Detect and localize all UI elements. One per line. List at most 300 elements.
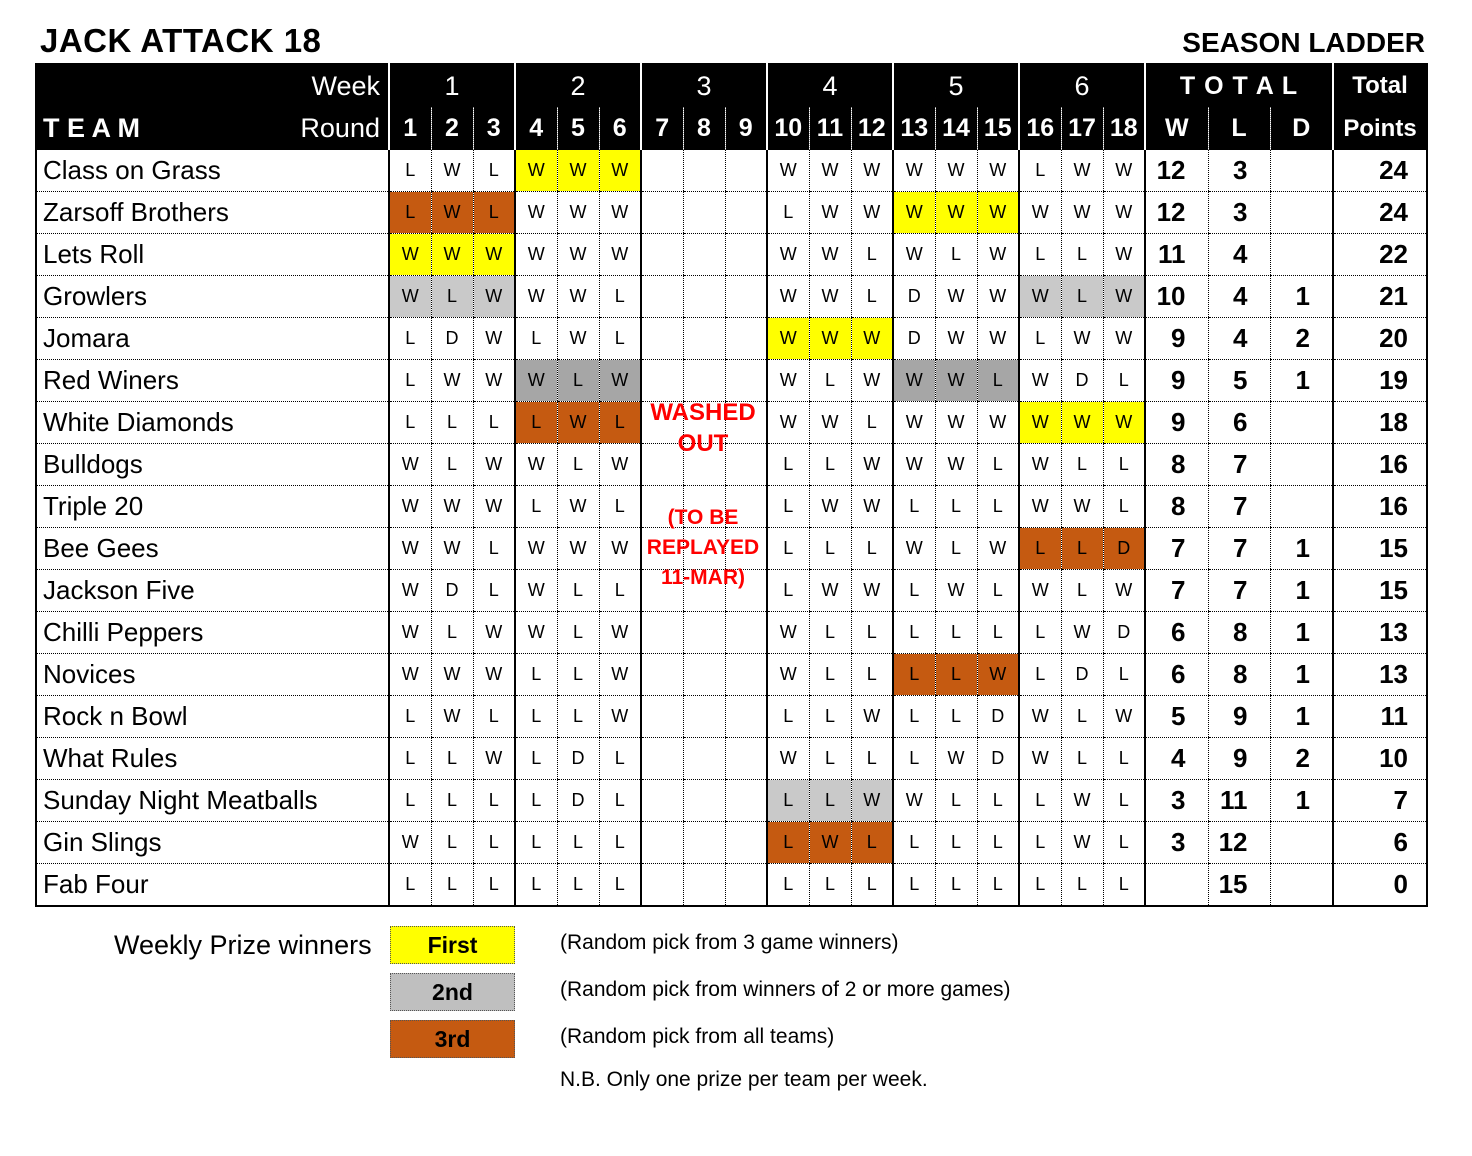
total-losses: 5 (1208, 360, 1270, 402)
total-wins: 3 (1145, 780, 1208, 822)
total-wins: 6 (1145, 654, 1208, 696)
total-points: 15 (1333, 570, 1427, 612)
result-cell: L (515, 318, 557, 360)
round-2-header: 2 (431, 107, 473, 150)
legend-note: N.B. Only one prize per team per week. (560, 1068, 928, 1091)
result-cell (725, 654, 767, 696)
result-cell (725, 612, 767, 654)
result-cell-third: L (1061, 528, 1103, 570)
round-18-header: 18 (1103, 107, 1145, 150)
result-cell: L (977, 864, 1019, 907)
team-name: Bulldogs (36, 444, 389, 486)
result-cell: L (977, 486, 1019, 528)
result-cell: L (893, 738, 935, 780)
result-cell (725, 696, 767, 738)
result-cell: L (599, 570, 641, 612)
result-cell: W (1019, 360, 1061, 402)
result-cell (683, 360, 725, 402)
result-cell: L (515, 738, 557, 780)
result-cell: D (557, 780, 599, 822)
team-row (36, 318, 1427, 360)
round-9-header: 9 (725, 107, 767, 150)
result-cell: W (599, 444, 641, 486)
result-cell: W (557, 486, 599, 528)
result-cell: L (515, 822, 557, 864)
result-cell (725, 738, 767, 780)
team-row (36, 276, 1427, 318)
result-cell: W (935, 738, 977, 780)
result-cell (641, 612, 683, 654)
result-cell: W (1103, 570, 1145, 612)
legend-third-label: 3rd (434, 1025, 471, 1052)
total-draws: 2 (1270, 318, 1333, 360)
result-cell: W (473, 360, 515, 402)
result-cell: L (767, 696, 809, 738)
result-cell: W (1019, 738, 1061, 780)
legend-third-box (390, 1020, 515, 1058)
result-cell: L (557, 570, 599, 612)
round-10-header: 10 (767, 107, 809, 150)
result-cell-first: W (1061, 402, 1103, 444)
result-cell (725, 318, 767, 360)
result-cell: L (977, 612, 1019, 654)
result-cell: D (557, 738, 599, 780)
total-losses: 4 (1208, 318, 1270, 360)
result-cell-second: L (767, 780, 809, 822)
result-cell: W (767, 612, 809, 654)
result-cell: W (473, 486, 515, 528)
result-cell (641, 822, 683, 864)
result-cell (641, 318, 683, 360)
result-cell: L (431, 402, 473, 444)
total-header: T O T A L (1145, 64, 1333, 107)
result-cell-third: L (851, 822, 893, 864)
result-cell: W (1019, 696, 1061, 738)
total-wins: 9 (1145, 402, 1208, 444)
result-cell: L (557, 864, 599, 907)
result-cell: W (1103, 318, 1145, 360)
total-draws (1270, 486, 1333, 528)
result-cell: L (1019, 780, 1061, 822)
result-cell: L (473, 570, 515, 612)
result-cell: W (515, 570, 557, 612)
result-cell: L (767, 864, 809, 907)
total-draws: 2 (1270, 738, 1333, 780)
result-cell: W (767, 360, 809, 402)
round-14-header: 14 (935, 107, 977, 150)
result-cell: W (1019, 192, 1061, 234)
result-cell: W (977, 276, 1019, 318)
result-cell: L (389, 738, 431, 780)
result-cell: W (767, 150, 809, 192)
result-cell: W (473, 318, 515, 360)
total-points: 7 (1333, 780, 1427, 822)
legend-first-box (390, 926, 515, 964)
team-row (36, 360, 1427, 402)
result-cell: L (389, 360, 431, 402)
result-cell: W (767, 234, 809, 276)
result-cell: W (431, 654, 473, 696)
result-cell (683, 612, 725, 654)
total-losses: 8 (1208, 612, 1270, 654)
result-cell: W (851, 570, 893, 612)
result-cell: D (431, 318, 473, 360)
result-cell: L (1019, 654, 1061, 696)
team-name: Lets Roll (36, 234, 389, 276)
team-row (36, 822, 1427, 864)
washed-out-line1: WASHED (650, 399, 756, 426)
result-cell-second_dark: L (557, 360, 599, 402)
result-cell: L (893, 864, 935, 907)
result-cell: W (977, 318, 1019, 360)
team-row (36, 780, 1427, 822)
week-3-header: 3 (641, 64, 767, 107)
result-cell: L (599, 864, 641, 907)
result-cell-second: W (473, 276, 515, 318)
team-name: Sunday Night Meatballs (36, 780, 389, 822)
result-cell: L (809, 696, 851, 738)
result-cell: L (389, 864, 431, 907)
result-cell-third: W (431, 192, 473, 234)
result-cell: L (809, 612, 851, 654)
result-cell: W (557, 528, 599, 570)
season-ladder-heading: SEASON LADDER (1182, 27, 1425, 58)
week-5-header: 5 (893, 64, 1019, 107)
result-cell: W (389, 528, 431, 570)
result-cell-first: W (1103, 402, 1145, 444)
result-cell (641, 150, 683, 192)
round-6-header: 6 (599, 107, 641, 150)
result-cell: L (851, 864, 893, 907)
result-cell (683, 276, 725, 318)
result-cell: W (893, 780, 935, 822)
result-cell: W (809, 192, 851, 234)
total-losses: 12 (1208, 822, 1270, 864)
total-losses: 6 (1208, 402, 1270, 444)
result-cell: W (473, 654, 515, 696)
result-cell: L (431, 738, 473, 780)
result-cell: L (767, 528, 809, 570)
result-cell: L (851, 654, 893, 696)
total-draws: 1 (1270, 570, 1333, 612)
result-cell: W (809, 150, 851, 192)
team-name: Novices (36, 654, 389, 696)
total-draws (1270, 864, 1333, 907)
team-name: Triple 20 (36, 486, 389, 528)
result-cell-second_dark: W (893, 360, 935, 402)
result-cell: W (935, 444, 977, 486)
result-cell: L (851, 612, 893, 654)
result-cell: L (977, 444, 1019, 486)
team-name: Bee Gees (36, 528, 389, 570)
total-points: 13 (1333, 612, 1427, 654)
result-cell: L (935, 696, 977, 738)
result-cell: L (893, 612, 935, 654)
result-cell: L (1103, 864, 1145, 907)
result-cell: W (893, 444, 935, 486)
team-name: Class on Grass (36, 150, 389, 192)
result-cell: L (893, 822, 935, 864)
team-name: Chilli Peppers (36, 612, 389, 654)
week-2-header: 2 (515, 64, 641, 107)
result-cell: W (809, 402, 851, 444)
round-12-header: 12 (851, 107, 893, 150)
total-draws: 1 (1270, 528, 1333, 570)
result-cell: W (599, 192, 641, 234)
legend-second-desc: (Random pick from winners of 2 or more games) (560, 978, 1011, 1001)
result-cell: D (977, 696, 1019, 738)
result-cell: W (557, 276, 599, 318)
result-cell-first: W (809, 318, 851, 360)
result-cell-third: L (1019, 528, 1061, 570)
result-cell: D (1061, 654, 1103, 696)
result-cell-third: L (893, 654, 935, 696)
result-cell: W (977, 402, 1019, 444)
result-cell: L (515, 486, 557, 528)
result-cell: W (767, 402, 809, 444)
total-points: 20 (1333, 318, 1427, 360)
result-cell: L (851, 528, 893, 570)
result-cell: L (809, 360, 851, 402)
result-cell: W (557, 234, 599, 276)
result-cell: W (599, 528, 641, 570)
result-cell: L (893, 696, 935, 738)
total-losses: 3 (1208, 192, 1270, 234)
page-title: JACK ATTACK 18 (40, 22, 322, 59)
result-cell (641, 654, 683, 696)
result-cell: W (1019, 570, 1061, 612)
result-cell: L (935, 822, 977, 864)
result-cell: L (1103, 738, 1145, 780)
result-cell (683, 318, 725, 360)
result-cell: L (935, 234, 977, 276)
result-cell: L (557, 612, 599, 654)
team-name: White Diamonds (36, 402, 389, 444)
result-cell: W (1103, 234, 1145, 276)
total-points: 0 (1333, 864, 1427, 907)
total-draws: 1 (1270, 654, 1333, 696)
result-cell: D (893, 318, 935, 360)
result-cell (725, 780, 767, 822)
result-cell: W (809, 486, 851, 528)
result-cell: L (473, 150, 515, 192)
round-8-header: 8 (683, 107, 725, 150)
result-cell: L (431, 780, 473, 822)
total-losses: 9 (1208, 738, 1270, 780)
result-cell: L (473, 864, 515, 907)
result-cell: L (809, 444, 851, 486)
result-cell-first: W (389, 234, 431, 276)
result-cell: W (893, 150, 935, 192)
result-cell: L (1061, 234, 1103, 276)
total-wins: 9 (1145, 360, 1208, 402)
result-cell: L (809, 528, 851, 570)
result-cell: W (1019, 444, 1061, 486)
result-cell-second_dark: L (977, 360, 1019, 402)
result-cell-first: W (977, 192, 1019, 234)
result-cell: D (1061, 360, 1103, 402)
result-cell-second: L (431, 276, 473, 318)
result-cell-second: W (1103, 276, 1145, 318)
result-cell-first: W (935, 192, 977, 234)
team-row (36, 150, 1427, 192)
result-cell: W (515, 528, 557, 570)
result-cell: W (767, 654, 809, 696)
result-cell: L (389, 318, 431, 360)
total-draws: 1 (1270, 612, 1333, 654)
result-cell: W (977, 234, 1019, 276)
total-draws: 1 (1270, 360, 1333, 402)
result-cell: L (935, 864, 977, 907)
result-cell: L (767, 444, 809, 486)
result-cell: W (851, 360, 893, 402)
team-column-header (36, 107, 389, 150)
result-cell: L (1061, 738, 1103, 780)
result-cell: L (431, 444, 473, 486)
result-cell: L (935, 528, 977, 570)
team-name: Jackson Five (36, 570, 389, 612)
total-points: 24 (1333, 192, 1427, 234)
result-cell: W (851, 192, 893, 234)
result-cell: L (599, 318, 641, 360)
round-13-header: 13 (893, 107, 935, 150)
washed-out-note (640, 397, 766, 593)
round-4-header: 4 (515, 107, 557, 150)
team-name: What Rules (36, 738, 389, 780)
result-cell: W (431, 150, 473, 192)
result-cell (641, 276, 683, 318)
result-cell (641, 864, 683, 907)
result-cell: W (935, 150, 977, 192)
result-cell: L (1019, 150, 1061, 192)
result-cell: W (809, 570, 851, 612)
team-name: Rock n Bowl (36, 696, 389, 738)
result-cell: W (851, 444, 893, 486)
result-cell: W (389, 486, 431, 528)
result-cell: W (809, 234, 851, 276)
result-cell: W (935, 570, 977, 612)
result-cell-third: W (809, 822, 851, 864)
result-cell: W (767, 738, 809, 780)
total-losses: 7 (1208, 570, 1270, 612)
total-points: 24 (1333, 150, 1427, 192)
total-points-header-top: Total (1333, 64, 1427, 107)
result-cell: L (515, 654, 557, 696)
total-points: 11 (1333, 696, 1427, 738)
result-cell: L (1103, 486, 1145, 528)
result-cell: W (935, 276, 977, 318)
result-cell (725, 192, 767, 234)
total-draws (1270, 402, 1333, 444)
round-17-header: 17 (1061, 107, 1103, 150)
week-6-header: 6 (1019, 64, 1145, 107)
result-cell (641, 696, 683, 738)
result-cell: L (935, 780, 977, 822)
result-cell: D (431, 570, 473, 612)
result-cell: L (431, 822, 473, 864)
result-cell: W (473, 444, 515, 486)
result-cell-second_dark: W (515, 360, 557, 402)
result-cell (683, 192, 725, 234)
team-row (36, 234, 1427, 276)
total-d-header: D (1270, 107, 1333, 150)
result-cell: W (851, 486, 893, 528)
total-losses: 8 (1208, 654, 1270, 696)
result-cell-third: L (599, 402, 641, 444)
result-cell: W (431, 486, 473, 528)
result-cell: L (1061, 696, 1103, 738)
total-losses: 4 (1208, 234, 1270, 276)
result-cell: L (557, 654, 599, 696)
result-cell: L (935, 612, 977, 654)
result-cell: L (473, 402, 515, 444)
result-cell: W (515, 612, 557, 654)
result-cell: L (515, 864, 557, 907)
result-cell-third: W (557, 402, 599, 444)
result-cell: W (1061, 486, 1103, 528)
result-cell-third: D (1103, 528, 1145, 570)
result-cell-first: W (473, 234, 515, 276)
result-cell: W (431, 528, 473, 570)
result-cell: W (515, 276, 557, 318)
total-losses: 9 (1208, 696, 1270, 738)
total-losses: 7 (1208, 528, 1270, 570)
legend-second-label: 2nd (432, 978, 473, 1005)
result-cell: L (935, 486, 977, 528)
total-l-header: L (1208, 107, 1270, 150)
result-cell (683, 654, 725, 696)
result-cell: L (1061, 444, 1103, 486)
result-cell: W (1061, 822, 1103, 864)
result-cell: L (389, 402, 431, 444)
result-cell (725, 150, 767, 192)
result-cell (725, 822, 767, 864)
total-losses: 7 (1208, 444, 1270, 486)
result-cell: W (557, 192, 599, 234)
total-wins: 12 (1145, 150, 1208, 192)
result-cell-first: W (599, 150, 641, 192)
team-name: Fab Four (43, 869, 149, 899)
result-cell (725, 276, 767, 318)
result-cell: L (473, 780, 515, 822)
result-cell: W (851, 150, 893, 192)
result-cell: L (557, 822, 599, 864)
total-wins: 3 (1145, 822, 1208, 864)
week-4-header: 4 (767, 64, 893, 107)
result-cell: L (1019, 822, 1061, 864)
result-cell: L (515, 780, 557, 822)
result-cell: L (1061, 864, 1103, 907)
result-cell-second: L (809, 780, 851, 822)
result-cell: W (1019, 486, 1061, 528)
result-cell-first: W (851, 318, 893, 360)
total-losses: 15 (1208, 864, 1270, 907)
round-row-label: Round (300, 113, 380, 143)
result-cell: L (431, 612, 473, 654)
result-cell: W (515, 444, 557, 486)
result-cell: W (1103, 192, 1145, 234)
result-cell-first: W (557, 150, 599, 192)
result-cell: L (473, 696, 515, 738)
result-cell-first: W (1019, 402, 1061, 444)
round-7-header: 7 (641, 107, 683, 150)
result-cell: W (1061, 192, 1103, 234)
result-cell-third: L (515, 402, 557, 444)
total-draws (1270, 192, 1333, 234)
result-cell: D (1103, 612, 1145, 654)
result-cell (683, 150, 725, 192)
result-cell: L (767, 570, 809, 612)
